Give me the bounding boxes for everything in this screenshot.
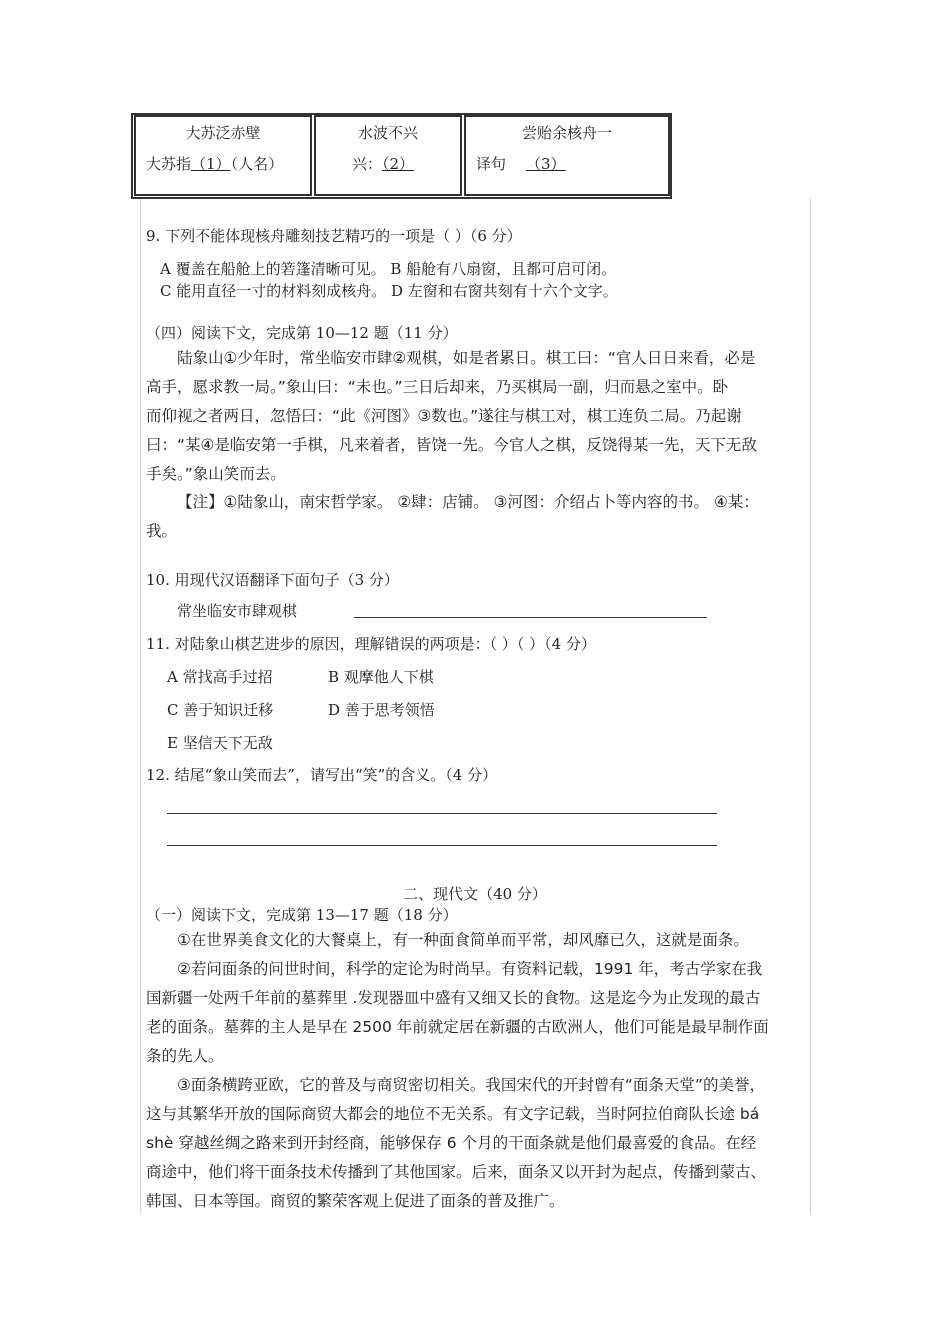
passage-line: ①在世界美食文化的大餐桌上，有一种面食简单而平常，却风靡已久，这就是面条。 <box>177 931 749 949</box>
q11-option-e: E 坚信天下无敌 <box>167 734 273 752</box>
cell-prefix: 译句 <box>476 155 507 173</box>
q11-option-d: D 善于思考领悟 <box>328 701 435 719</box>
q9-options-line: C 能用直径一寸的材料刻成核舟。 D 左窗和右窗共刻有十六个文字。 <box>160 282 618 300</box>
passage-line: 条的先人。 <box>146 1047 224 1065</box>
question-9: 9. 下列不能体现核舟雕刻技艺精巧的一项是（ ）（6 分） <box>146 227 522 245</box>
section-heading: （一）阅读下文，完成第 13—17 题（18 分） <box>146 906 458 924</box>
passage-line: 而仰视之者两日，忽悟曰：“此《河图》③数也。”遂往与棋工对，棋工连负二局。乃起谢 <box>146 407 742 425</box>
passage-line: 这与其繁华开放的国际商贸大都会的地位不无关系。有文字记载，当时阿拉伯商队长途 bá <box>146 1105 760 1123</box>
answer-line[interactable] <box>354 617 707 618</box>
question-12: 12. 结尾“象山笑而去”，请写出“笑”的含义。（4 分） <box>146 766 498 784</box>
part-title: 二、现代文（40 分） <box>403 885 547 903</box>
cell-prefix: 兴： <box>352 155 383 173</box>
passage-line: 国新疆一处两千年前的墓葬里 .发现器皿中盛有又细又长的食物。这是迄今为止发现的最古 <box>146 989 761 1007</box>
q11-option-b: B 观摩他人下棋 <box>328 668 434 686</box>
passage-line: shè 穿越丝绸之路来到开封经商，能够保存 6 个月的干面条就是他们最喜爱的食品。在经 <box>146 1134 757 1152</box>
cell-title: 尝贻余核舟一 <box>521 124 612 142</box>
passage-line: 高手，愿求教一局。”象山曰：“未也。”三日后却来，乃买棋局一副，归而悬之室中。卧 <box>146 378 729 396</box>
q9-options-line: A 覆盖在船舱上的箬篷清晰可见。 B 船舱有八扇窗，且都可启可闭。 <box>160 260 617 278</box>
section-heading: （四）阅读下文，完成第 10—12 题（11 分） <box>146 324 458 342</box>
answer-blank[interactable]: （2） <box>382 155 415 173</box>
answer-blank[interactable]: （1） <box>191 155 231 173</box>
passage-line: 陆象山①少年时，常坐临安市肆②观棋，如是者累日。棋工曰：“官人日日来看，必是 <box>177 349 756 367</box>
question-10: 10. 用现代汉语翻译下面句子（3 分） <box>146 571 399 589</box>
passage-line: 老的面条。墓葬的主人是早在 2500 年前就定居在新疆的古欧洲人，他们可能是最早制作面 <box>146 1018 769 1036</box>
q11-option-a: A 常找高手过招 <box>167 668 273 686</box>
table-cell <box>464 115 670 196</box>
passage-line: 曰：“某④是临安第一手棋，凡来着者，皆饶一先。今官人之棋，反饶得某一先，天下无敌 <box>146 436 757 454</box>
cell-title: 水波不兴 <box>357 124 418 142</box>
question-11: 11. 对陆象山棋艺进步的原因，理解错误的两项是：（ ）（ ）（4 分） <box>146 635 596 653</box>
answer-line[interactable] <box>167 845 717 846</box>
passage-line: 手矣。”象山笑而去。 <box>146 465 286 483</box>
answer-blank[interactable]: （3） <box>526 155 566 173</box>
note-line: 我。 <box>146 522 178 540</box>
cell-prefix: 大苏指 <box>146 155 192 173</box>
passage-line: ③面条横跨亚欧，它的普及与商贸密切相关。我国宋代的开封曾有“面条天堂”的美誉， <box>177 1076 765 1094</box>
passage-line: 商途中，他们将干面条技术传播到了其他国家。后来，面条又以开封为起点，传播到蒙古、 <box>146 1163 767 1181</box>
table-cell <box>134 115 312 196</box>
q10-sentence: 常坐临安市肆观棋 <box>177 602 298 620</box>
table-cell <box>314 115 462 196</box>
passage-line: ②若问面条的问世时间，科学的定论为时尚早。有资料记载，1991 年，考古学家在我 <box>177 960 763 978</box>
cell-title: 大苏泛赤壁 <box>185 124 261 142</box>
passage-line: 韩国、日本等国。商贸的繁荣客观上促进了面条的普及推广。 <box>146 1192 565 1210</box>
answer-line[interactable] <box>167 813 717 814</box>
cell-suffix: （人名） <box>230 155 284 173</box>
note-line: 【注】①陆象山，南宋哲学家。 ②肆：店铺。 ③河图：介绍占卜等内容的书。 ④某： <box>177 493 759 511</box>
q11-option-c: C 善于知识迁移 <box>167 701 274 719</box>
